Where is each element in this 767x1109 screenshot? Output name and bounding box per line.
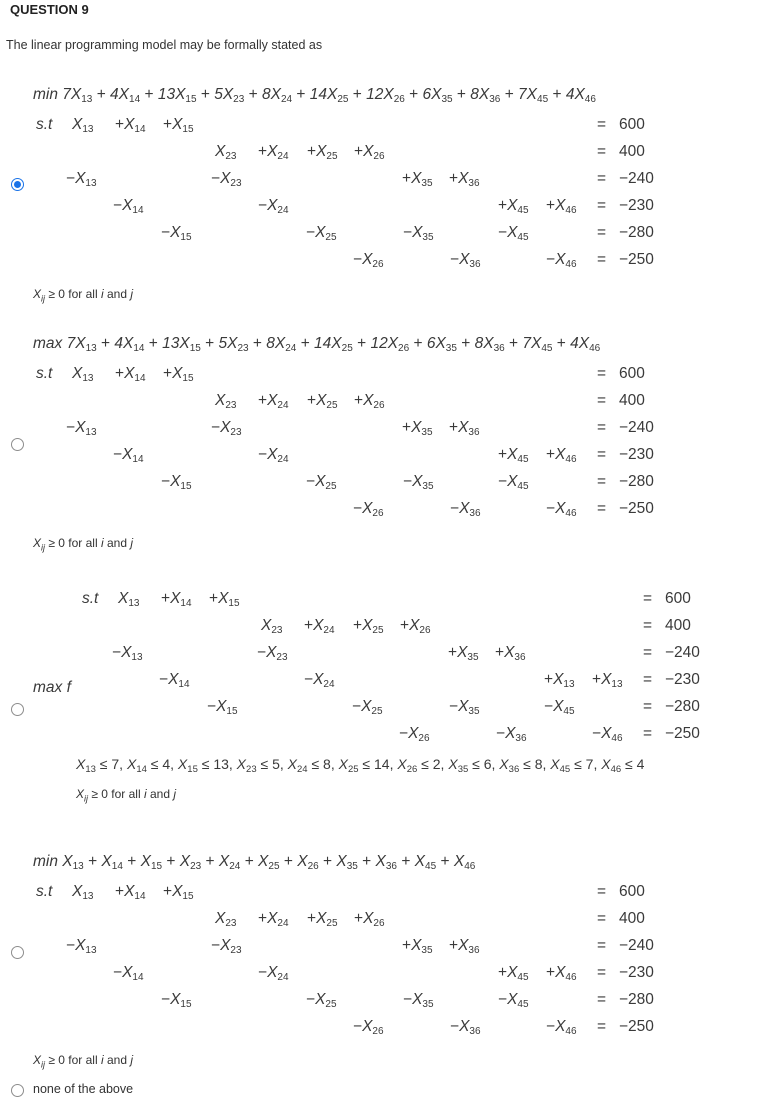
constraint-term: $-X_{36}$ (450, 1018, 481, 1037)
constraint-term: $-X_{25}$ (306, 224, 337, 243)
constraint-term: $+X_{15}$ (163, 116, 194, 135)
constraint-term: $-X_{36}$ (450, 251, 481, 270)
constraint-term: $+X_{14}$ (115, 365, 146, 384)
equals-sign: = (597, 419, 607, 436)
constraint-term: $-X_{46}$ (546, 500, 577, 519)
constraint-term: $-X_{25}$ (306, 991, 337, 1010)
rhs-value: 600 (619, 116, 645, 133)
constraint-term: $+X_{35}$ (448, 644, 479, 663)
constraint-term: $X_{23}$ (215, 143, 237, 162)
constraint-term: $+X_{15}$ (209, 590, 240, 609)
constraint-term: $+X_{36}$ (449, 170, 480, 189)
constraint-term: $-X_{46}$ (546, 251, 577, 270)
constraint-term: $-X_{13}$ (66, 937, 97, 956)
equals-sign: = (597, 116, 607, 133)
constraint-term: $+X_{46}$ (546, 446, 577, 465)
equals-sign: = (597, 251, 607, 268)
constraint-term: $+X_{36}$ (449, 419, 480, 438)
constraint-term: $-X_{14}$ (113, 446, 144, 465)
st-label: s.t (82, 590, 99, 607)
constraint-term: $+X_{35}$ (402, 937, 433, 956)
constraint-term: $+X_{25}$ (307, 910, 338, 929)
constraint-term: $+X_{45}$ (498, 446, 529, 465)
constraint-term: $-X_{24}$ (258, 446, 289, 465)
rhs-value: −240 (665, 644, 700, 661)
option-d-radio[interactable] (11, 946, 24, 959)
constraint-term: $-X_{15}$ (161, 473, 192, 492)
constraint-term: $+X_{14}$ (161, 590, 192, 609)
constraint-term: $-X_{14}$ (159, 671, 190, 690)
constraint-term: $X_{23}$ (261, 617, 283, 636)
rhs-value: 400 (665, 617, 691, 634)
constraint-term: $-X_{23}$ (257, 644, 288, 663)
question-title: QUESTION 9 (10, 2, 89, 17)
constraint-term: $-X_{15}$ (161, 991, 192, 1010)
constraint-term: $-X_{13}$ (112, 644, 143, 663)
constraint-term: $-X_{46}$ (546, 1018, 577, 1037)
constraint-term: $+X_{14}$ (115, 116, 146, 135)
rhs-value: 400 (619, 143, 645, 160)
constraint-term: $-X_{35}$ (403, 991, 434, 1010)
constraint-term: $-X_{15}$ (161, 224, 192, 243)
equals-sign: = (597, 1018, 607, 1035)
rhs-value: −280 (619, 224, 654, 241)
constraint-term: $-X_{26}$ (353, 500, 384, 519)
option-b-objective: $\max 7X_{13} + 4X_{14} + 13X_{15} + 5X_{23} + 8X_{24} + 14X_{25} + 12X_{26} + 6X_{35} + 8X_{36} + 7X_{45} + 4X_{46}$ (33, 335, 601, 354)
option-a-objective: $\min 7X_{13} + 4X_{14} + 13X_{15} + 5X_{23} + 8X_{24} + 14X_{25} + 12X_{26} + 6X_{35} + 8X_{36} + 7X_{45} + 4X_{46}$ (33, 86, 596, 105)
option-c-bounds: $X_{13} \le 7$, $X_{14} \le 4$, $X_{15} \le 13$, $X_{23} \le 5$, $X_{24} \le 8$, $X_{25} \le 14$, $X_{26} \le 2$, $X_{35} \le 6$, $X_{36} \le 8$, $X_{45} \le 7$, $X_{46} \le 4$ (76, 756, 645, 775)
constraint-term: $+X_{26}$ (400, 617, 431, 636)
constraint-term: $+X_{25}$ (353, 617, 384, 636)
equals-sign: = (597, 143, 607, 160)
constraint-term: $+X_{36}$ (495, 644, 526, 663)
constraint-term: $-X_{14}$ (113, 197, 144, 216)
constraint-term: $+X_{25}$ (307, 392, 338, 411)
constraint-term: $+X_{35}$ (402, 170, 433, 189)
rhs-value: 400 (619, 392, 645, 409)
constraint-term: $+X_{13}$ (544, 671, 575, 690)
constraint-term: $+X_{46}$ (546, 197, 577, 216)
st-label: s.t (36, 116, 53, 133)
option-c-nonnegativity: $X_{ij} \ge 0$ for all i and j (76, 787, 177, 804)
constraint-term: $-X_{23}$ (211, 419, 242, 438)
constraint-term: $-X_{13}$ (66, 170, 97, 189)
constraint-term: $-X_{26}$ (399, 725, 430, 744)
equals-sign: = (643, 671, 653, 688)
equals-sign: = (597, 365, 607, 382)
constraint-term: $+X_{24}$ (258, 910, 289, 929)
constraint-term: $+X_{46}$ (546, 964, 577, 983)
rhs-value: 600 (665, 590, 691, 607)
constraint-term: $-X_{26}$ (353, 251, 384, 270)
equals-sign: = (597, 991, 607, 1008)
rhs-value: −250 (619, 500, 654, 517)
constraint-term: $-X_{15}$ (207, 698, 238, 717)
constraint-term: $-X_{36}$ (496, 725, 527, 744)
constraint-term: $-X_{14}$ (113, 964, 144, 983)
constraint-term: $+X_{36}$ (449, 937, 480, 956)
constraint-term: $-X_{25}$ (352, 698, 383, 717)
constraint-term: $-X_{23}$ (211, 170, 242, 189)
rhs-value: −280 (619, 473, 654, 490)
constraint-term: $-X_{46}$ (592, 725, 623, 744)
constraint-term: $-X_{45}$ (498, 473, 529, 492)
option-a-radio[interactable] (11, 178, 24, 191)
rhs-value: −280 (665, 698, 700, 715)
constraint-term: $-X_{45}$ (498, 991, 529, 1010)
constraint-term: $+X_{24}$ (304, 617, 335, 636)
equals-sign: = (597, 197, 607, 214)
constraint-term: $-X_{24}$ (258, 197, 289, 216)
constraint-term: $-X_{24}$ (258, 964, 289, 983)
st-label: s.t (36, 883, 53, 900)
rhs-value: −230 (619, 446, 654, 463)
equals-sign: = (643, 617, 653, 634)
equals-sign: = (597, 910, 607, 927)
constraint-term: $-X_{23}$ (211, 937, 242, 956)
option-b-nonnegativity: $X_{ij} \ge 0$ for all i and j (33, 536, 134, 553)
equals-sign: = (597, 883, 607, 900)
constraint-term: $+X_{26}$ (354, 143, 385, 162)
constraint-term: $+X_{24}$ (258, 143, 289, 162)
question-intro: The linear programming model may be formally stated as (6, 38, 323, 52)
option-b-radio[interactable] (11, 438, 24, 451)
equals-sign: = (597, 224, 607, 241)
constraint-term: $-X_{25}$ (306, 473, 337, 492)
constraint-term: $+X_{45}$ (498, 964, 529, 983)
rhs-value: −240 (619, 170, 654, 187)
equals-sign: = (643, 644, 653, 661)
option-d-objective: $\min X_{13} + X_{14} + X_{15} + X_{23} + X_{24} + X_{25} + X_{26} + X_{35} + X_{36} + X_{45} + X_{46}$ (33, 853, 476, 872)
equals-sign: = (643, 725, 653, 742)
constraint-term: $X_{13}$ (72, 883, 94, 902)
equals-sign: = (643, 698, 653, 715)
equals-sign: = (597, 964, 607, 981)
constraint-term: $-X_{35}$ (449, 698, 480, 717)
constraint-term: $X_{23}$ (215, 910, 237, 929)
rhs-value: −230 (619, 964, 654, 981)
rhs-value: −250 (619, 251, 654, 268)
constraint-term: $X_{13}$ (72, 116, 94, 135)
equals-sign: = (597, 446, 607, 463)
rhs-value: −240 (619, 937, 654, 954)
constraint-term: $X_{13}$ (72, 365, 94, 384)
st-label: s.t (36, 365, 53, 382)
equals-sign: = (597, 937, 607, 954)
constraint-term: $+X_{26}$ (354, 392, 385, 411)
option-c-radio[interactable] (11, 703, 24, 716)
constraint-term: $+X_{25}$ (307, 143, 338, 162)
constraint-term: $+X_{14}$ (115, 883, 146, 902)
constraint-term: $-X_{35}$ (403, 224, 434, 243)
equals-sign: = (597, 170, 607, 187)
rhs-value: −230 (665, 671, 700, 688)
equals-sign: = (643, 590, 653, 607)
rhs-value: −280 (619, 991, 654, 1008)
constraint-term: $-X_{35}$ (403, 473, 434, 492)
equals-sign: = (597, 473, 607, 490)
rhs-value: −250 (619, 1018, 654, 1035)
constraint-term: $+X_{45}$ (498, 197, 529, 216)
equals-sign: = (597, 500, 607, 517)
constraint-term: $+X_{15}$ (163, 883, 194, 902)
constraint-term: $-X_{24}$ (304, 671, 335, 690)
constraint-term: $-X_{45}$ (544, 698, 575, 717)
constraint-term: $+X_{24}$ (258, 392, 289, 411)
rhs-value: −250 (665, 725, 700, 742)
constraint-term: $-X_{13}$ (66, 419, 97, 438)
option-c-objective: max f (33, 679, 71, 696)
rhs-value: −240 (619, 419, 654, 436)
option-a-nonnegativity: $X_{ij} \ge 0$ for all i and j (33, 287, 134, 304)
constraint-term: $X_{23}$ (215, 392, 237, 411)
rhs-value: 600 (619, 883, 645, 900)
rhs-value: 400 (619, 910, 645, 927)
constraint-term: $+X_{26}$ (354, 910, 385, 929)
rhs-value: 600 (619, 365, 645, 382)
option-e-label: none of the above (33, 1082, 134, 1096)
constraint-term: $-X_{36}$ (450, 500, 481, 519)
equals-sign: = (597, 392, 607, 409)
rhs-value: −230 (619, 197, 654, 214)
constraint-term: $X_{13}$ (118, 590, 140, 609)
constraint-term: $+X_{15}$ (163, 365, 194, 384)
constraint-term: $+X_{35}$ (402, 419, 433, 438)
constraint-term: $+X_{13}$ (592, 671, 623, 690)
constraint-term: $-X_{45}$ (498, 224, 529, 243)
option-d-nonnegativity: $X_{ij} \ge 0$ for all i and j (33, 1053, 134, 1070)
constraint-term: $-X_{26}$ (353, 1018, 384, 1037)
option-e-radio[interactable] (11, 1084, 24, 1097)
